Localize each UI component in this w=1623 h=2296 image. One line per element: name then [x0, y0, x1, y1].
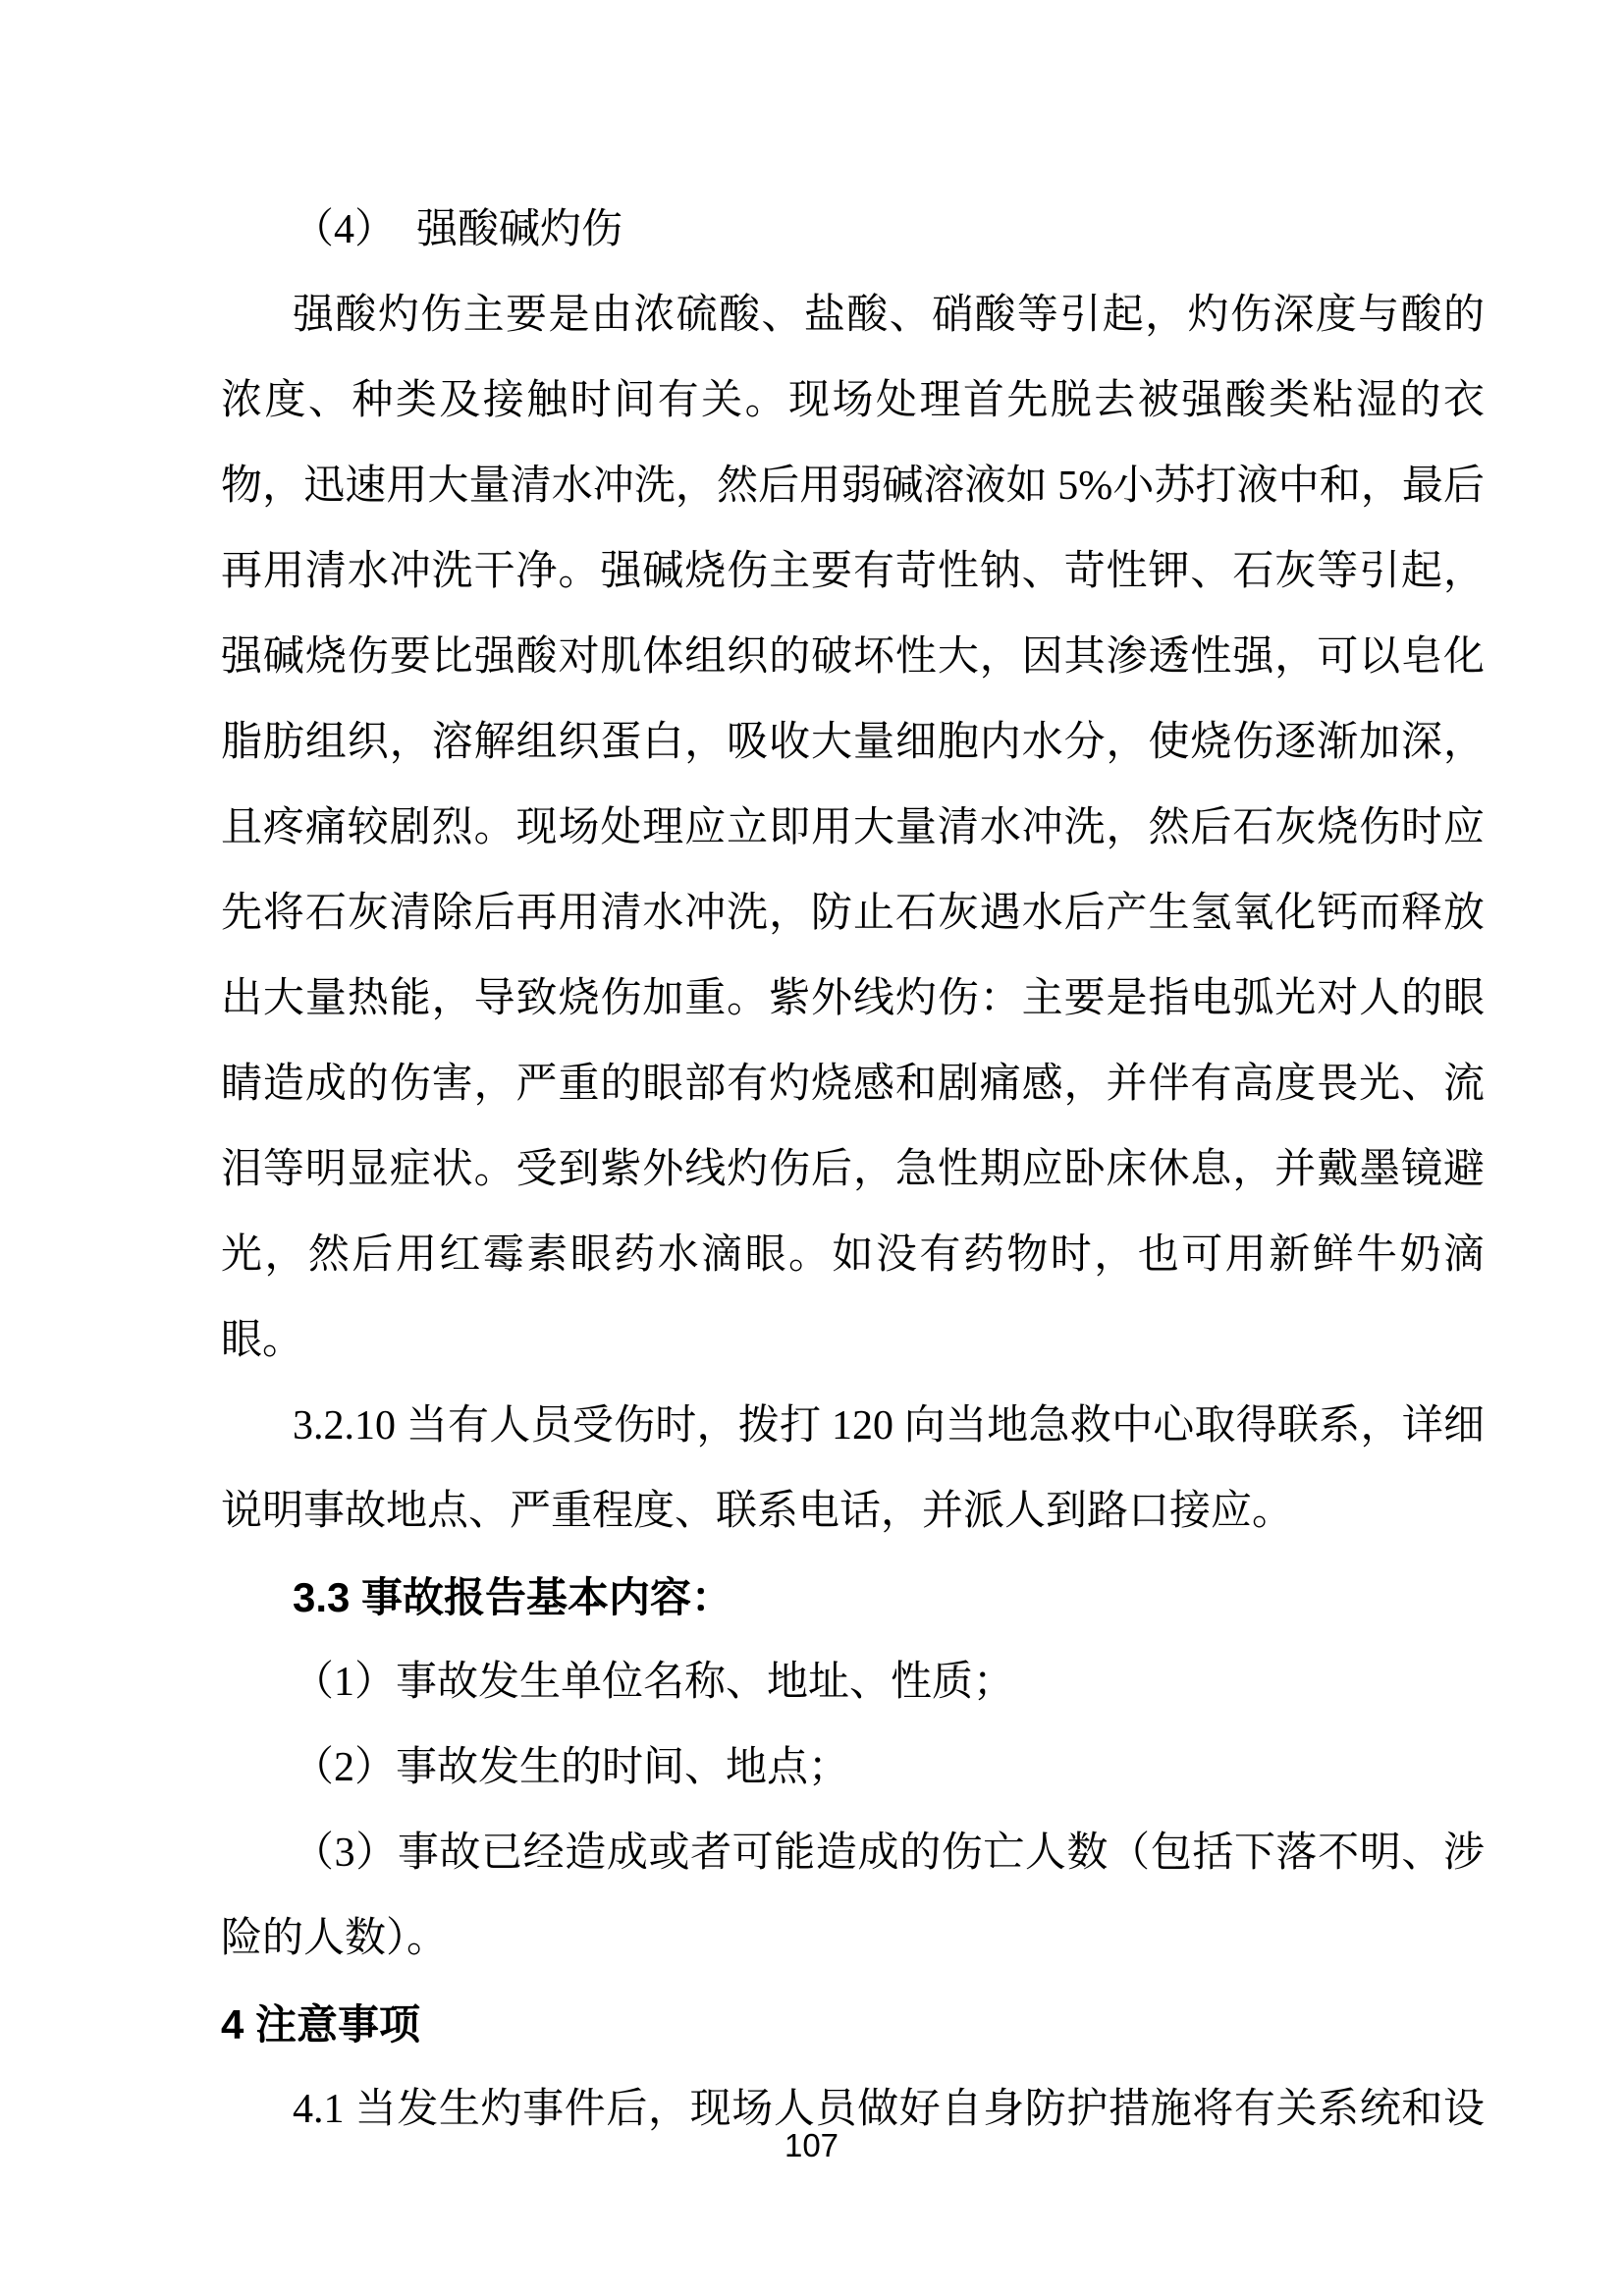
- report-list-item-3: （3）事故已经造成或者可能造成的伤亡人数（包括下落不明、涉险的人数）。: [221, 1831, 1485, 1961]
- page-number: 107: [784, 2127, 839, 2163]
- report-list-item-1: （1）事故发生单位名称、地址、性质；: [293, 1660, 1015, 1705]
- clause-3-2-10: 3.2.10 当有人员受伤时，拨打 120 向当地急救中心取得联系，详细说明事故地点、严重程度、联系电话，并派人到路口接应。: [221, 1403, 1485, 1534]
- clause-4-1: 4.1 当发生灼事件后，现场人员做好自身防护措施将有关系统和设: [293, 2087, 1485, 2132]
- heading-section-4: 4 注意事项: [221, 2001, 421, 2048]
- heading-3-3: 3.3 事故报告基本内容：: [293, 1574, 733, 1620]
- paragraph-acid-alkali-burns: 强酸灼伤主要是由浓硫酸、盐酸、硝酸等引起，灼伤深度与酸的浓度、种类及接触时间有关。现场处理首先脱去被强酸类粘湿的衣物，迅速用大量清水冲洗，然后用弱碱溶液如 5%小苏打液中和，最后再用清水冲洗干净。强碱烧伤主要有苛性钠、苛性钾、石灰等引起，强碱烧伤要比强酸对肌体组织的破坏性大，因其渗透性强，可以皂化脂肪组织，溶解组织蛋白，吸收大量细胞内水分，使烧伤逐渐加深，且疼痛较剧烈。现场处理应立即用大量清水冲洗，然后石灰烧伤时应先将石灰清除后再用清水冲洗，防止石灰遇水后产生氢氧化钙而释放出大量热能，导致烧伤加重。紫外线灼伤：主要是指电弧光对人的眼睛造成的伤害，严重的眼部有灼烧感和剧痛感，并伴有高度畏光、流泪等明显症状。受到紫外线灼伤后，急性期应卧床休息，并戴墨镜避光，然后用红霉素眼药水滴眼。如没有药物时，也可用新鲜牛奶滴眼。: [221, 293, 1485, 1363]
- report-list-item-2: （2）事故发生的时间、地点；: [293, 1745, 850, 1790]
- document-content: [221, 188, 1485, 2153]
- heading-item-4: （4） 强酸碱灼伤: [293, 207, 623, 252]
